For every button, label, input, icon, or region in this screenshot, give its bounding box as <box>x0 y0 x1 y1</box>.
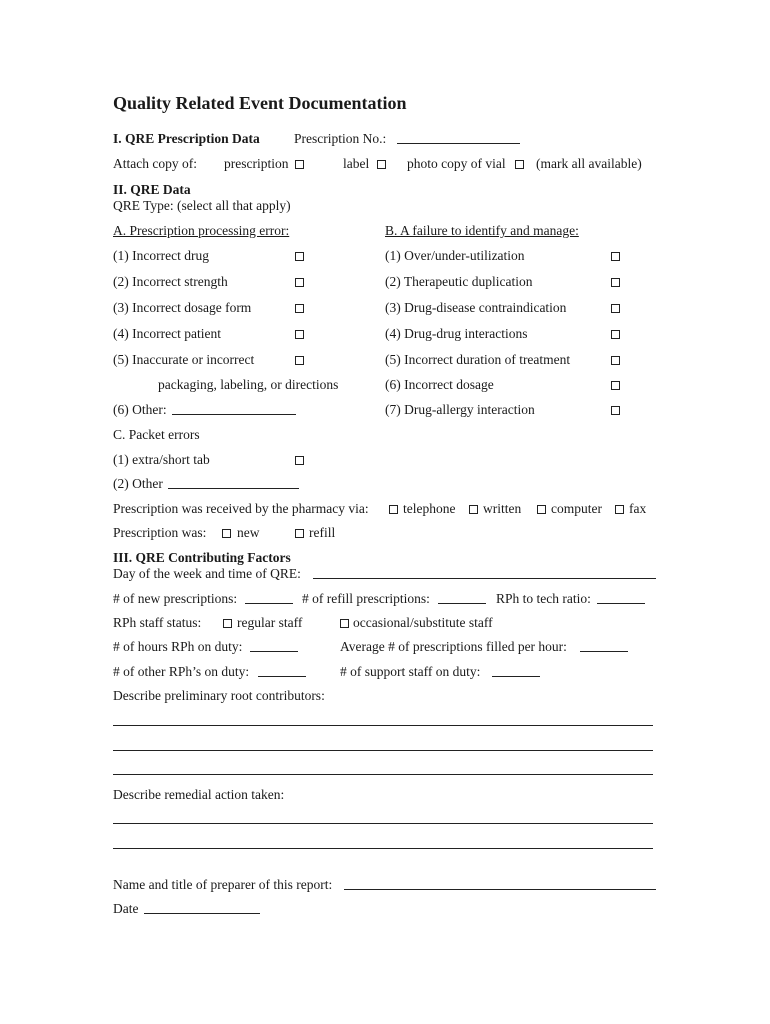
via-telephone-label: telephone <box>403 501 456 516</box>
a2-checkbox[interactable] <box>295 278 304 287</box>
rx-refill-checkbox[interactable] <box>295 529 304 538</box>
day-time-field[interactable] <box>313 578 656 579</box>
packet-extra-short-tab-label: (1) extra/short tab <box>113 452 210 467</box>
b6-incorrect-dosage-label: (6) Incorrect dosage <box>385 377 494 392</box>
label-checkbox[interactable] <box>377 160 386 169</box>
root-contributors-line-2[interactable] <box>113 750 653 751</box>
rx-new-label: new <box>237 525 260 540</box>
prescription-was-label: Prescription was: <box>113 525 207 540</box>
prescription-no-label: Prescription No.: <box>294 131 387 146</box>
avg-filled-label: Average # of prescriptions filled per hour: <box>340 639 567 654</box>
other-rph-field[interactable] <box>258 676 306 677</box>
root-contributors-label: Describe preliminary root contributors: <box>113 688 325 703</box>
b5-duration-label: (5) Incorrect duration of treatment <box>385 352 571 367</box>
b5-checkbox[interactable] <box>611 356 620 365</box>
via-fax-checkbox[interactable] <box>615 505 624 514</box>
packet-other-label: (2) Other <box>113 476 163 491</box>
preparer-field[interactable] <box>344 889 656 890</box>
b1-over-under-label: (1) Over/under-utilization <box>385 248 525 263</box>
support-staff-label: # of support staff on duty: <box>340 664 481 679</box>
column-a-heading: A. Prescription processing error: <box>113 223 290 238</box>
root-contributors-line-1[interactable] <box>113 725 653 726</box>
a4-checkbox[interactable] <box>295 330 304 339</box>
packet-extra-short-tab-checkbox[interactable] <box>295 456 304 465</box>
a2-incorrect-strength-label: (2) Incorrect strength <box>113 274 228 289</box>
packet-other-field[interactable] <box>168 488 299 489</box>
prescription-checkbox[interactable] <box>295 160 304 169</box>
a6-other-field[interactable] <box>172 414 296 415</box>
prescription-option-label: prescription <box>224 156 289 171</box>
attach-copy-label: Attach copy of: <box>113 156 197 171</box>
a6-other-label: (6) Other: <box>113 402 167 417</box>
staff-status-label: RPh staff status: <box>113 615 202 630</box>
a3-incorrect-dosage-form-label: (3) Incorrect dosage form <box>113 300 252 315</box>
preparer-label: Name and title of preparer of this report: <box>113 877 333 892</box>
b3-checkbox[interactable] <box>611 304 620 313</box>
section-1-heading: I. QRE Prescription Data <box>113 131 260 146</box>
qre-type-label: QRE Type: (select all that apply) <box>113 198 291 213</box>
prescription-no-field[interactable] <box>397 143 520 144</box>
date-field[interactable] <box>144 913 260 914</box>
via-written-checkbox[interactable] <box>469 505 478 514</box>
regular-staff-checkbox[interactable] <box>223 619 232 628</box>
column-b-heading: B. A failure to identify and manage: <box>385 223 579 238</box>
remedial-action-label: Describe remedial action taken: <box>113 787 285 802</box>
photo-vial-checkbox[interactable] <box>515 160 524 169</box>
support-staff-field[interactable] <box>492 676 540 677</box>
a1-incorrect-drug-label: (1) Incorrect drug <box>113 248 209 263</box>
via-computer-checkbox[interactable] <box>537 505 546 514</box>
remedial-action-line-1[interactable] <box>113 823 653 824</box>
mark-all-note: (mark all available) <box>536 156 642 171</box>
b4-drug-drug-label: (4) Drug-drug interactions <box>385 326 528 341</box>
root-contributors-line-3[interactable] <box>113 774 653 775</box>
occasional-staff-checkbox[interactable] <box>340 619 349 628</box>
rx-refill-label: refill <box>309 525 336 540</box>
regular-staff-label: regular staff <box>237 615 303 630</box>
b7-drug-allergy-label: (7) Drug-allergy interaction <box>385 402 535 417</box>
a5-checkbox[interactable] <box>295 356 304 365</box>
day-time-label: Day of the week and time of QRE: <box>113 566 301 581</box>
a3-checkbox[interactable] <box>295 304 304 313</box>
b1-checkbox[interactable] <box>611 252 620 261</box>
photo-vial-option-label: photo copy of vial <box>407 156 506 171</box>
new-rx-count-label: # of new prescriptions: <box>113 591 238 606</box>
via-written-label: written <box>483 501 522 516</box>
avg-filled-field[interactable] <box>580 651 628 652</box>
a5-continuation-label: packaging, labeling, or directions <box>158 377 339 392</box>
refill-rx-count-field[interactable] <box>438 603 486 604</box>
rx-new-checkbox[interactable] <box>222 529 231 538</box>
b2-checkbox[interactable] <box>611 278 620 287</box>
b2-therapeutic-duplication-label: (2) Therapeutic duplication <box>385 274 533 289</box>
occasional-staff-label: occasional/substitute staff <box>353 615 493 630</box>
a1-checkbox[interactable] <box>295 252 304 261</box>
b7-checkbox[interactable] <box>611 406 620 415</box>
via-fax-label: fax <box>629 501 647 516</box>
section-2-heading: II. QRE Data <box>113 182 191 197</box>
hours-on-duty-label: # of hours RPh on duty: <box>113 639 243 654</box>
remedial-action-line-2[interactable] <box>113 848 653 849</box>
via-telephone-checkbox[interactable] <box>389 505 398 514</box>
a4-incorrect-patient-label: (4) Incorrect patient <box>113 326 221 341</box>
form-title: Quality Related Event Documentation <box>113 93 407 113</box>
rph-tech-ratio-field[interactable] <box>597 603 645 604</box>
label-option-label: label <box>343 156 370 171</box>
packet-errors-heading: C. Packet errors <box>113 427 200 442</box>
rph-tech-ratio-label: RPh to tech ratio: <box>496 591 591 606</box>
new-rx-count-field[interactable] <box>245 603 293 604</box>
refill-rx-count-label: # of refill prescriptions: <box>302 591 430 606</box>
section-3-heading: III. QRE Contributing Factors <box>113 550 291 565</box>
hours-on-duty-field[interactable] <box>250 651 298 652</box>
other-rph-label: # of other RPh’s on duty: <box>113 664 250 679</box>
b4-checkbox[interactable] <box>611 330 620 339</box>
b6-checkbox[interactable] <box>611 381 620 390</box>
via-computer-label: computer <box>551 501 602 516</box>
date-label: Date <box>113 901 139 916</box>
b3-drug-disease-label: (3) Drug-disease contraindication <box>385 300 567 315</box>
a5-inaccurate-label: (5) Inaccurate or incorrect <box>113 352 255 367</box>
received-via-label: Prescription was received by the pharmacy via: <box>113 501 369 516</box>
